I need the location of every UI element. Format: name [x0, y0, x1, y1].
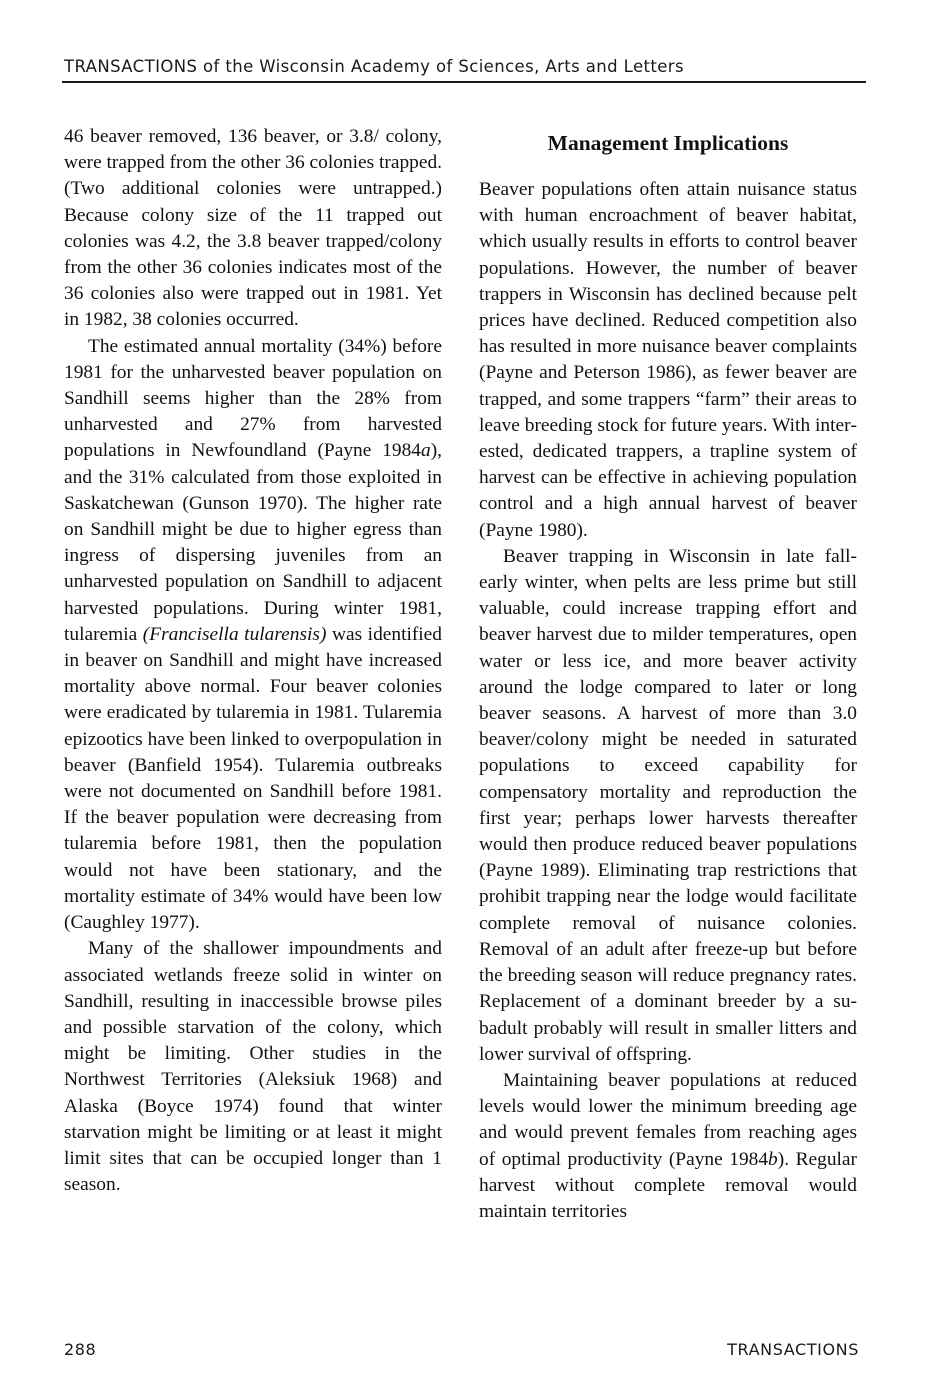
text-run: Many of the shallower impoundments and associated wetlands freeze solid in winter on Sandhill, resulting in inaccessible browse piles and possible starvation of the colony, which might be limiting. Other studies in the Northwest Territories (Aleksiuk 1968) and Alaska (Boyce 1974) found that winter starvation might be limiting or at least it might limit sites that can be occupied longer than 1 season. [64, 938, 442, 1196]
section-heading: Management Implications [547, 131, 789, 155]
text-run: Beaver populations often attain nuisance status with human encroachment of beaver habitat, which usually results in efforts to control beaver populations. However, the number of beaver trappers in Wisconsin has declined because pelt prices have declined. Reduced competition also has resulted in more nuisance beaver complaints (Payne and Peterson 1986), as fewer beaver are trapped, and some trappers “farm” their areas to leave breeding stock for future years. With interested, dedicated trappers, a trapline system of harvest can be effective in achieving population control and a high annual harvest of beaver (Payne 1980). [479, 179, 857, 541]
left-column [64, 124, 442, 1198]
text-run: ). Regular harvest without complete removal would maintain territories [479, 1148, 857, 1222]
text-run: Maintaining beaver populations at reduced levels would lower the minimum breeding age and would prevent females from reaching ages of optimal productivity (Payne 1984 [479, 1069, 857, 1170]
right-column [479, 124, 857, 1225]
text-run: 46 beaver removed, 136 beaver, or 3.8/ colony, were trapped from the other 36 colonies trapped. (Two additional colonies were untrapped.) Because colony size of the 11 trapped out colonies was 4.2, the 3.8 beaver trapped/colony from the other 36 colonies indicates most of the 36 colonies also were trapped out in 1981. Yet in 1982, 38 colonies occurred. [64, 126, 442, 331]
paragraph [479, 1068, 857, 1225]
header-rule [62, 81, 866, 83]
paragraph [64, 124, 442, 334]
page-number: 288 [64, 1340, 97, 1359]
paragraph [479, 544, 857, 1068]
paragraph [479, 177, 857, 544]
text-run: ), and the 31% calculated from those exploited in Saskatchewan (Gunson 1970). The higher rate on Sandhill might be due to higher egress than ingress of dispersing juveniles from an unharvested population on Sandhill to adjacent harvested populations. During winter 1981, tularemia [64, 440, 442, 645]
journal-name-footer: TRANSACTIONS [727, 1340, 859, 1359]
species-name: (Francisella tularensis) [142, 623, 327, 645]
citation-letter: b [768, 1148, 778, 1170]
text-run: Beaver trapping in Wisconsin in late fall-early winter, when pelts are less prime but still valuable, could increase trapping effort and beaver harvest due to milder temperatures, open water or less ice, and more beaver activity around the lodge compared to later or long beaver seasons. A harvest of more than 3.0 beaver/colony might be needed in saturated populations to exceed capability for compensatory mortality and reproduction the first year; perhaps lower harvests thereafter would then produce reduced beaver populations (Payne 1989). Eliminating trap restrictions that prohibit trapping near the lodge would facilitate complete removal of nuisance colonies. Removal of an adult after freeze-up but before the breeding season will reduce pregnancy rates. Replacement of a dominant breeder by a subadult probably will result in smaller litters and lower survival of offspring. [479, 545, 857, 1065]
citation-letter: a [420, 440, 431, 462]
paragraph [64, 334, 442, 937]
text-run: was identified in beaver on Sandhill and might have increased mortality above normal. Four beaver colonies were eradicated by tularemia in 1981. Tularemia epizootics have been linked to overpopulation in beaver (Banfield 1954). Tularemia outbreaks were not documented on Sandhill before 1981. If the beaver population were decreasing from tularemia before 1981, then the population would not have been stationary, and the mortality estimate of 34% would have been low (Caughley 1977). [64, 623, 442, 934]
paragraph [64, 936, 442, 1198]
text-run: The estimated annual mortality (34%) before 1981 for the unharvested beaver population on Sandhill seems higher than the 28% from unharvested and 27% from harvested populations in Newfoundland (Payne 1984 [64, 335, 442, 462]
running-head: TRANSACTIONS of the Wisconsin Academy of Sciences, Arts and Letters [64, 57, 684, 76]
